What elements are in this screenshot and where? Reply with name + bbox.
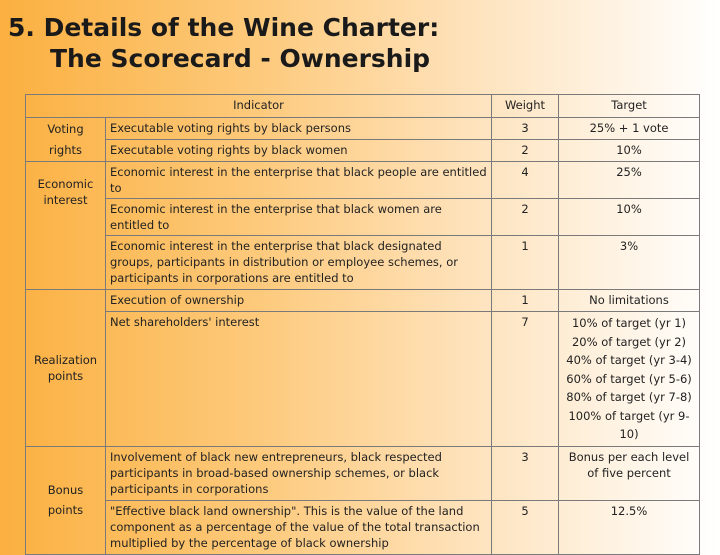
weight-cell: 1 <box>492 236 559 290</box>
indicator-cell: Economic interest in the enterprise that black designated groups, participants in distribution or employee schemes, or participants in corporations are entitled to <box>106 236 492 290</box>
table-row <box>26 162 700 199</box>
indicator-cell: Executable voting rights by black persons <box>106 118 492 140</box>
table-row <box>26 199 700 236</box>
target-cell <box>559 312 700 447</box>
target-year-1: 10% of target (yr 1) <box>571 316 687 330</box>
header-indicator: Indicator <box>26 95 492 118</box>
slide-title <box>8 12 439 74</box>
header-target: Target <box>559 95 700 118</box>
header-weight: Weight <box>492 95 559 118</box>
table-row <box>26 118 700 140</box>
indicator-cell: Executable voting rights by black women <box>106 140 492 162</box>
table-row <box>26 140 700 162</box>
weight-cell: 3 <box>492 446 559 500</box>
indicator-cell: Economic interest in the enterprise that black people are entitled to <box>106 162 492 199</box>
table-row <box>26 290 700 312</box>
indicator-cell: Involvement of black new entrepreneurs, black respected participants in broad-based ownership schemes, or black participants in corporations <box>106 446 492 500</box>
target-cell: 12.5% <box>559 500 700 554</box>
target-cell: 25% + 1 vote <box>559 118 700 140</box>
category-bonus-points-line-1: Bonus <box>26 446 106 500</box>
table-row <box>26 236 700 290</box>
target-cell: 10% <box>559 199 700 236</box>
category-voting-rights-line-1: Voting <box>26 118 106 140</box>
target-year-2: 20% of target (yr 2) <box>571 334 687 349</box>
weight-cell: 7 <box>492 312 559 447</box>
slide-title-line-2: The Scorecard - Ownership <box>50 44 431 73</box>
target-year-9-10: 100% of target (yr 9-10) <box>568 408 690 441</box>
ownership-scorecard-table <box>25 94 700 555</box>
indicator-cell: Net shareholders' interest <box>106 312 492 447</box>
table-row <box>26 312 700 447</box>
table-row <box>26 500 700 554</box>
category-voting-rights-line-2: rights <box>26 140 106 162</box>
slide-title-line-1: 5. Details of the Wine Charter: <box>8 13 440 42</box>
weight-cell: 2 <box>492 199 559 236</box>
category-realization-points: Realization points <box>26 290 106 447</box>
table-row <box>26 446 700 500</box>
target-cell: 10% <box>559 140 700 162</box>
indicator-cell: Economic interest in the enterprise that black women are entitled to <box>106 199 492 236</box>
indicator-cell: "Effective black land ownership". This is the value of the land component as a percentage of the value of the total transaction multiplied by the percentage of black ownership <box>106 500 492 554</box>
target-cell: 3% <box>559 236 700 290</box>
indicator-cell: Execution of ownership <box>106 290 492 312</box>
weight-cell: 3 <box>492 118 559 140</box>
target-year-5-6: 60% of target (yr 5-6) <box>566 371 692 386</box>
category-bonus-points-line-2: points <box>26 500 106 554</box>
target-year-3-4: 40% of target (yr 3-4) <box>566 353 692 367</box>
table-header-row <box>26 95 700 118</box>
target-cell: 25% <box>559 162 700 199</box>
weight-cell: 4 <box>492 162 559 199</box>
target-year-7-8: 80% of target (yr 7-8) <box>566 390 692 404</box>
weight-cell: 2 <box>492 140 559 162</box>
weight-cell: 1 <box>492 290 559 312</box>
category-economic-interest: Economic interest <box>26 162 106 290</box>
target-cell: Bonus per each level of five percent <box>559 446 700 500</box>
target-cell: No limitations <box>559 290 700 312</box>
weight-cell: 5 <box>492 500 559 554</box>
